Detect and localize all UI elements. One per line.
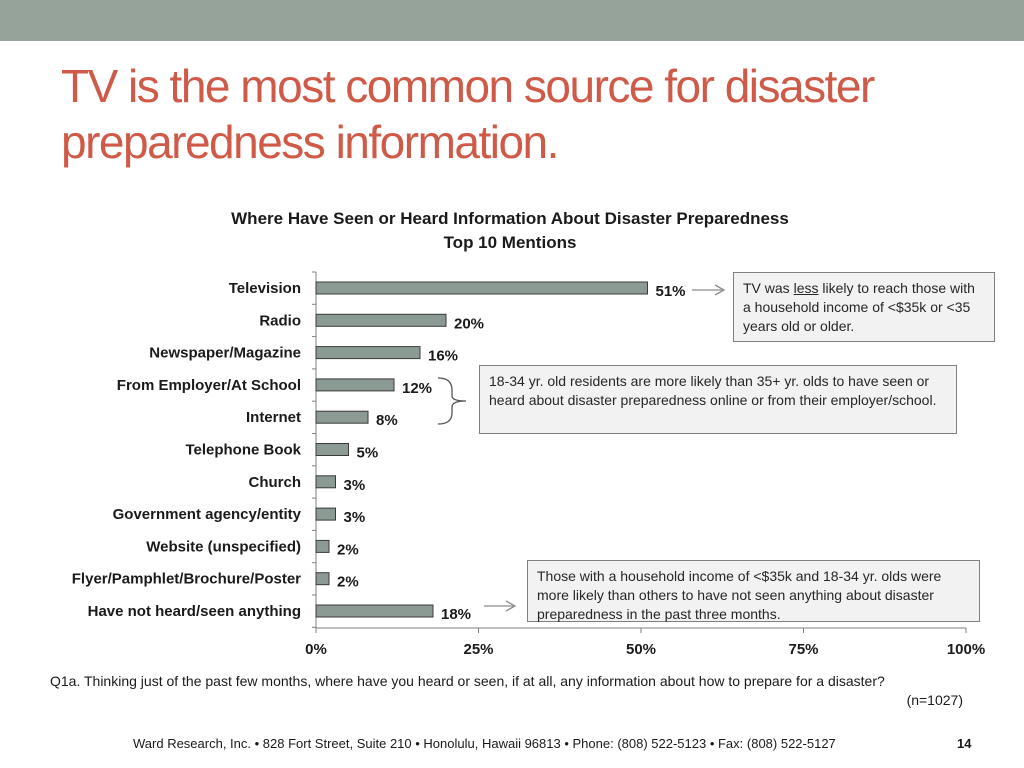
bar <box>316 379 394 391</box>
category-label: Government agency/entity <box>112 506 301 524</box>
chart-title: Where Have Seen or Heard Information About Disaster Preparedness <box>231 209 789 228</box>
category-label: Church <box>248 473 301 491</box>
x-tick-label: 25% <box>463 641 494 658</box>
category-label: Have not heard/seen anything <box>87 603 301 620</box>
value-label: 12% <box>402 379 433 397</box>
value-label: 5% <box>356 444 379 462</box>
value-label: 18% <box>441 606 472 623</box>
tv-note-text-before: TV was <box>743 280 794 296</box>
value-label: 3% <box>343 509 366 527</box>
page-number: 14 <box>957 736 972 751</box>
category-label: Website (unspecified) <box>146 538 301 556</box>
bar <box>316 605 433 617</box>
bar <box>316 411 368 423</box>
bar <box>316 282 648 294</box>
tv-note-underlined: less <box>793 280 819 296</box>
footer-text: Ward Research, Inc. • 828 Fort Street, Suite 210 • Honolulu, Hawaii 96813 • Phone: (808) 522-5123 • Fax: (808) 522-5127 <box>133 736 836 751</box>
bar <box>316 444 349 456</box>
x-tick-label: 50% <box>625 641 657 658</box>
online-note: 18-34 yr. old residents are more likely than 35+ yr. olds to have seen or heard about disaster preparedness online or from their employer/school. <box>479 365 957 434</box>
tv-note-text-after: likely to reach those with a household income of <$35k or <35 years old or older. <box>743 280 975 334</box>
slide-title: TV is the most common source for disaster preparedness information. <box>61 60 874 168</box>
x-tick-label: 100% <box>946 641 986 658</box>
category-label: Television <box>228 280 301 297</box>
value-label: 2% <box>337 541 359 559</box>
x-tick-label: 75% <box>788 641 819 658</box>
category-label: From Employer/At School <box>116 376 301 394</box>
income-note: Those with a household income of <$35k and 18-34 yr. olds were more likely than others to have not seen anything about disaster preparedness in the past three months. <box>527 560 980 622</box>
bar <box>316 347 420 359</box>
value-label: 20% <box>454 315 485 333</box>
category-label: Internet <box>245 409 301 427</box>
bar <box>316 540 329 552</box>
value-label: 51% <box>655 283 686 300</box>
chart-subtitle: Top 10 Mentions <box>443 233 577 252</box>
internet-employer-bracket <box>438 378 466 424</box>
bar <box>316 573 329 585</box>
sample-size: (n=1027) <box>906 692 963 708</box>
category-label: Radio <box>259 312 301 330</box>
x-tick-label: 0% <box>305 641 327 658</box>
category-label: Flyer/Pamphlet/Brochure/Poster <box>71 570 301 588</box>
value-label: 8% <box>376 412 398 430</box>
value-label: 2% <box>337 573 359 591</box>
tv-note <box>733 272 995 342</box>
bar <box>316 508 336 520</box>
bar <box>316 314 446 326</box>
value-label: 16% <box>428 347 459 365</box>
bar <box>316 476 336 488</box>
survey-question: Q1a. Thinking just of the past few months, where have you heard or seen, if at all, any information about how to prepare for a disaster? <box>50 673 885 689</box>
category-label: Newspaper/Magazine <box>149 344 301 362</box>
value-label: 3% <box>343 476 366 494</box>
category-label: Telephone Book <box>185 441 301 459</box>
